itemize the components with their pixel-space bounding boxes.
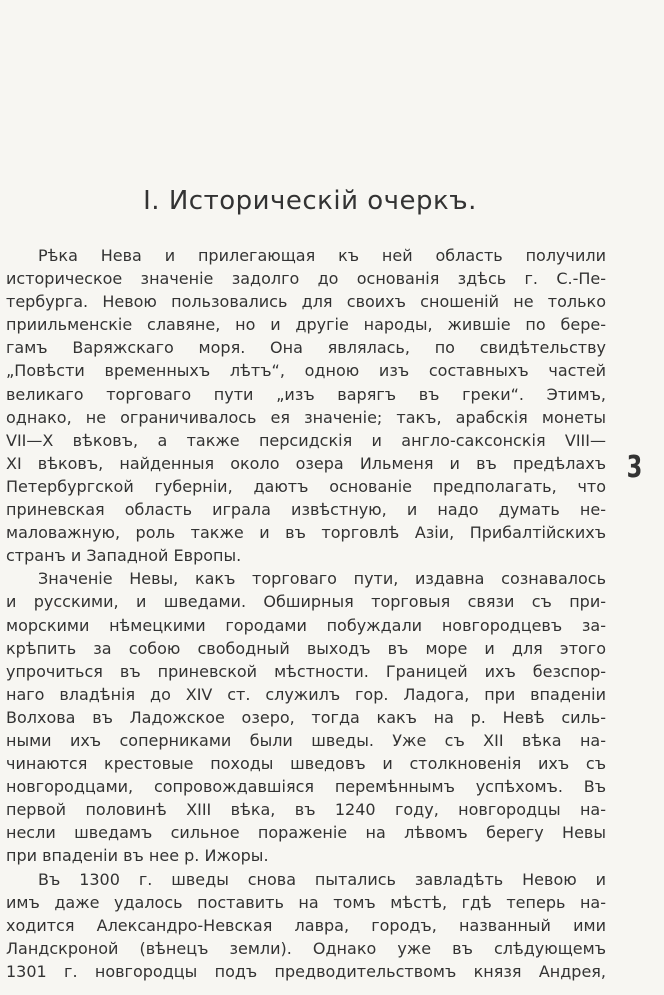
- text-line: странъ и Западной Европы.: [6, 546, 242, 566]
- text-line: маловажную, роль также и въ торговлѣ Азіи, Прибалтійскихъ: [6, 523, 606, 543]
- body-text: [6, 244, 606, 983]
- text-line: имъ даже удалось поставить на томъ мѣстѣ, гдѣ теперь на-: [6, 892, 606, 912]
- text-line: крѣпить за собою свободный выходъ въ море и для этого: [6, 638, 606, 658]
- text-line: приневская область играла извѣстную, и надо думать не-: [6, 500, 606, 520]
- text-line: Рѣка Нева и прилегающая къ ней область получили: [38, 246, 606, 265]
- chapter-title: I. Историческій очеркъ.: [143, 186, 477, 216]
- text-line: тербурга. Невою пользовались для своихъ сношеній не только: [6, 292, 606, 312]
- text-line: Волхова въ Ладожское озеро, тогда какъ на р. Невѣ силь-: [6, 707, 606, 727]
- text-line: новгородцами, сопровождавшіяся перемѣннымъ успѣхомъ. Въ: [6, 777, 606, 797]
- text-line: и русскими, и шведами. Обширныя торговыя связи съ при-: [6, 592, 606, 612]
- text-line: несли шведамъ сильное пораженіе на лѣвомъ берегу Невы: [6, 823, 606, 843]
- text-line: Въ 1300 г. шведы снова пытались завладѣть Невою и: [38, 869, 606, 889]
- text-line: приильменскіе славяне, но и другіе народы, жившіе по бере-: [6, 315, 606, 335]
- text-line: морскими нѣмецкими городами побуждали новгородцевъ за-: [6, 615, 606, 635]
- text-line: наго владѣнія до XIV ст. служилъ гор. Ладога, при впаденіи: [6, 684, 606, 704]
- text-line: гамъ Варяжскаго моря. Она являлась, по свидѣтельству: [6, 338, 606, 358]
- text-line: XI вѣковъ, найденныя около озера Ильменя и въ предѣлахъ: [6, 453, 606, 473]
- page-number: 3: [626, 450, 643, 485]
- text-line: при впаденіи въ нее р. Ижоры.: [6, 846, 269, 866]
- text-line: чинаются крестовые походы шведовъ и столкновенія ихъ съ: [6, 754, 606, 774]
- text-line: великаго торговаго пути „изъ варягъ въ греки“. Этимъ,: [6, 384, 606, 404]
- text-line: первой половинѣ XIII вѣка, въ 1240 году, новгородцы на-: [6, 800, 606, 820]
- text-line: „Повѣсти временныхъ лѣтъ“, одною изъ составныхъ частей: [6, 361, 606, 381]
- text-line: Значеніе Невы, какъ торговаго пути, издавна сознавалось: [38, 569, 606, 589]
- text-line: упрочиться въ приневской мѣстности. Границей ихъ безспор-: [6, 661, 606, 681]
- text-line: ными ихъ соперниками были шведы. Уже съ XII вѣка на-: [6, 730, 606, 750]
- text-line: Ландскроной (вѣнецъ земли). Однако уже въ слѣдующемъ: [6, 938, 606, 958]
- text-line: однако, не ограничивалось ея значеніе; такъ, арабскія монеты: [6, 407, 606, 427]
- text-line: VII—X вѣковъ, а также персидскія и англо-саксонскія VIII—: [6, 430, 606, 450]
- text-line: историческое значеніе задолго до основанія здѣсь г. С.-Пе-: [6, 269, 606, 289]
- text-line: 1301 г. новгородцы подъ предводительствомъ князя Андрея,: [6, 961, 606, 981]
- text-line: Петербургской губерніи, даютъ основаніе предполагать, что: [6, 476, 606, 496]
- text-line: ходится Александро-Невская лавра, городъ, названный ими: [6, 915, 606, 935]
